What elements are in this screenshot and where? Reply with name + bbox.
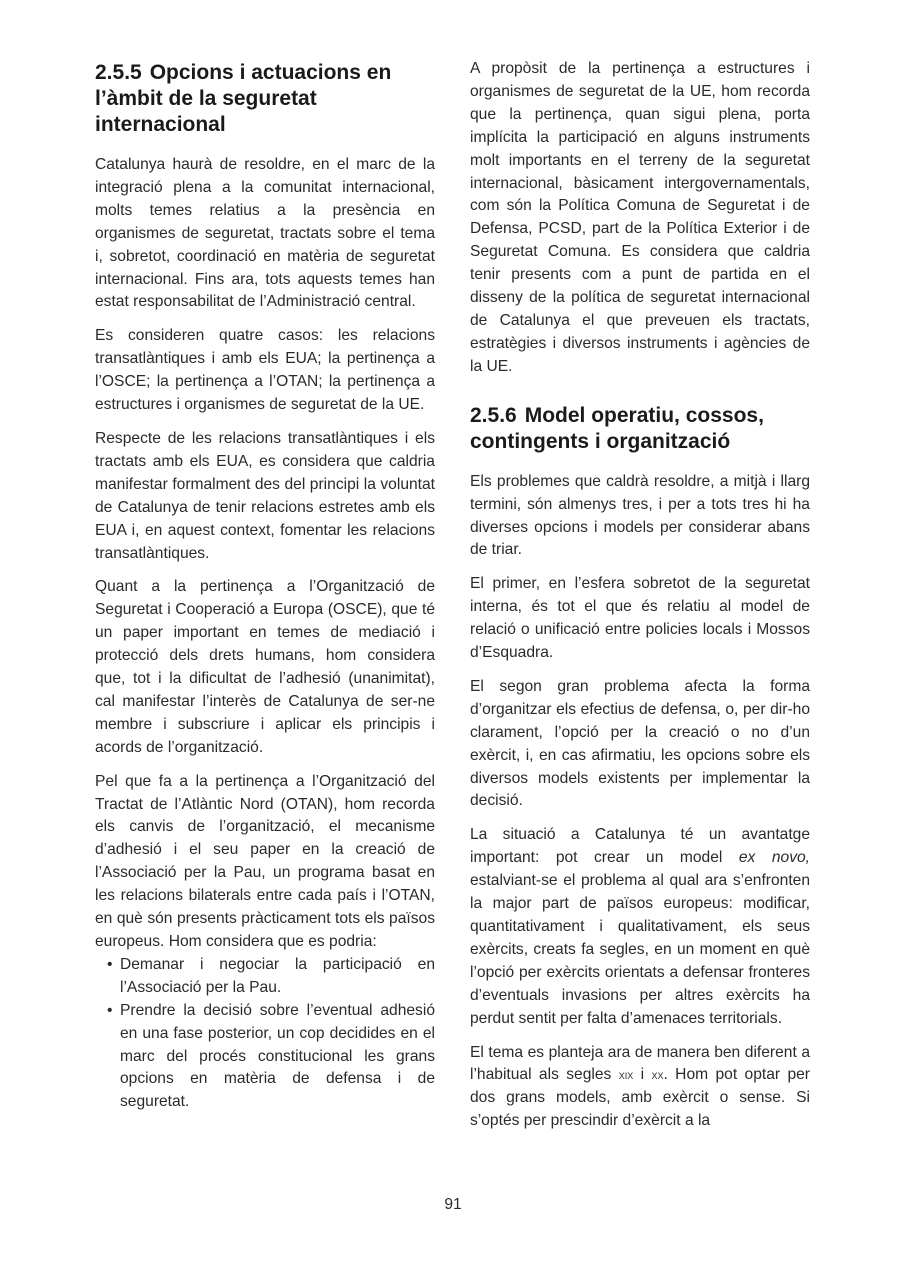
list-item-text: Prendre la decisió sobre l’eventual adhesió en una fase posterior, un cop decidides en el marc del procés constitucional les grans opcions en matèria de defensa i de seguretat. <box>120 1001 435 1111</box>
italic-phrase: ex novo, <box>738 849 810 867</box>
right-column <box>470 58 810 1144</box>
paragraph: A propòsit de la pertinença a estructures i organismes de seguretat de la UE, hom recorda que la pertinença, quan sigui plena, porta implícita la participació en alguns instruments molt importants en el terreny de la seguretat internacional, bàsicament intergovernamentals, com són la Política Comuna de Seguretat i de Defensa, PCSD, part de la Política Exterior i de Seguretat Comuna. Es considera que caldria tenir presents com a punt de partida en el disseny de la política de seguretat internacional de Catalunya el que preveuen els tractats, estratègies i diversos instruments i agències de la UE. <box>470 60 810 375</box>
century-numeral: xx <box>651 1067 664 1083</box>
section-heading-2-5-6 <box>470 403 810 455</box>
section-title: Model operatiu, cossos, contingents i organització <box>470 403 764 453</box>
section-title: Opcions i actuacions en l’àmbit de la seguretat internacional <box>95 61 392 136</box>
bullet-icon: • <box>107 1001 113 1019</box>
list-item <box>107 954 435 1000</box>
bullet-list <box>95 954 435 1114</box>
paragraph: Catalunya haurà de resoldre, en el marc de la integració plena a la comunitat internacional, molts temes relatius a la presència en organismes de seguretat, tractats sobre el tema i, sobretot, coordinació en matèria de seguretat internacional. Fins ara, tots aquests temes han estat responsabilitat de l’Administració central. <box>95 156 435 311</box>
paragraph: El segon gran problema afecta la forma d’organitzar els efectius de defensa, o, per dir-ho clarament, l’opció per la creació o no d’un exèrcit, i, en cas afirmatiu, les opcions sobre els diversos models existents per implementar la decisió. <box>470 677 810 810</box>
paragraph: El tema es planteja ara de manera ben diferent a l’habitual als segles xix i xx. Hom pot optar per dos grans models, amb exèrcit o sense. Si s’optés per prescindir d’exèrcit a la <box>470 1043 810 1130</box>
paragraph: La situació a Catalunya té un avantatge important: pot crear un model ex novo, estalviant-se el problema al qual ara s’enfronten la major part de països europeus: modificar, quantitativament i qualitativament, els seus exèrcits, creats fa segles, en un moment en què l’opció per exèrcits orientats a defensar fronteres d’eventuals invasions per altres exèrcits ha perdut sentit per falta d’amenaces territorials. <box>470 826 810 1027</box>
paragraph: Quant a la pertinença a l’Organització de Seguretat i Cooperació a Europa (OSCE), que té un paper important en temes de mediació i protecció dels drets humans, hom considera que, tot i la dificultat de l’adhesió (unanimitat), cal manifestar l’interès de Catalunya de ser-ne membre i subscriure i aplicar els principis i acords de l’organització. <box>95 578 435 756</box>
section-heading-2-5-5 <box>95 60 435 138</box>
bullet-icon: • <box>107 955 113 973</box>
list-item-text: Demanar i negociar la participació en l’Associació per la Pau. <box>120 955 435 996</box>
section-number: 2.5.5 <box>95 61 142 84</box>
paragraph: Respecte de les relacions transatlàntiques i els tractats amb els EUA, es considera que caldria manifestar formalment des del principi la voluntat de Catalunya de tenir relacions estretes amb els EUA i, en aquest context, fomentar les relacions transatlàntiques. <box>95 429 435 562</box>
list-item <box>107 1000 435 1115</box>
paragraph: Es consideren quatre casos: les relacions transatlàntiques i amb els EUA; la pertinença a l’OSCE; la pertinença a l’OTAN; la pertinença a estructures i organismes de seguretat de la UE. <box>95 327 435 414</box>
page-number: 91 <box>444 1196 462 1213</box>
section-number: 2.5.6 <box>470 403 517 427</box>
paragraph: El primer, en l’esfera sobretot de la seguretat interna, és tot el que és relatiu al model de relació o unificació entre policies locals i Mossos d’Esquadra. <box>470 575 810 662</box>
paragraph: Els problemes que caldrà resoldre, a mitjà i llarg termini, són almenys tres, i per a tots tres hi ha diverses opcions i models per considerar abans de triar. <box>470 472 810 559</box>
left-column <box>95 58 435 1114</box>
paragraph: Pel que fa a la pertinença a l’Organització del Tractat de l’Atlàntic Nord (OTAN), hom recorda els canvis de l’organització, el mecanisme d’adhesió i el seu paper en la creació de l’Associació per la Pau, un programa basat en les relacions bilaterals entre cada país i l’OTAN, en què són presents pràcticament tots els països europeus. Hom considera que es podria: <box>95 772 435 950</box>
century-numeral: xix <box>618 1067 634 1083</box>
